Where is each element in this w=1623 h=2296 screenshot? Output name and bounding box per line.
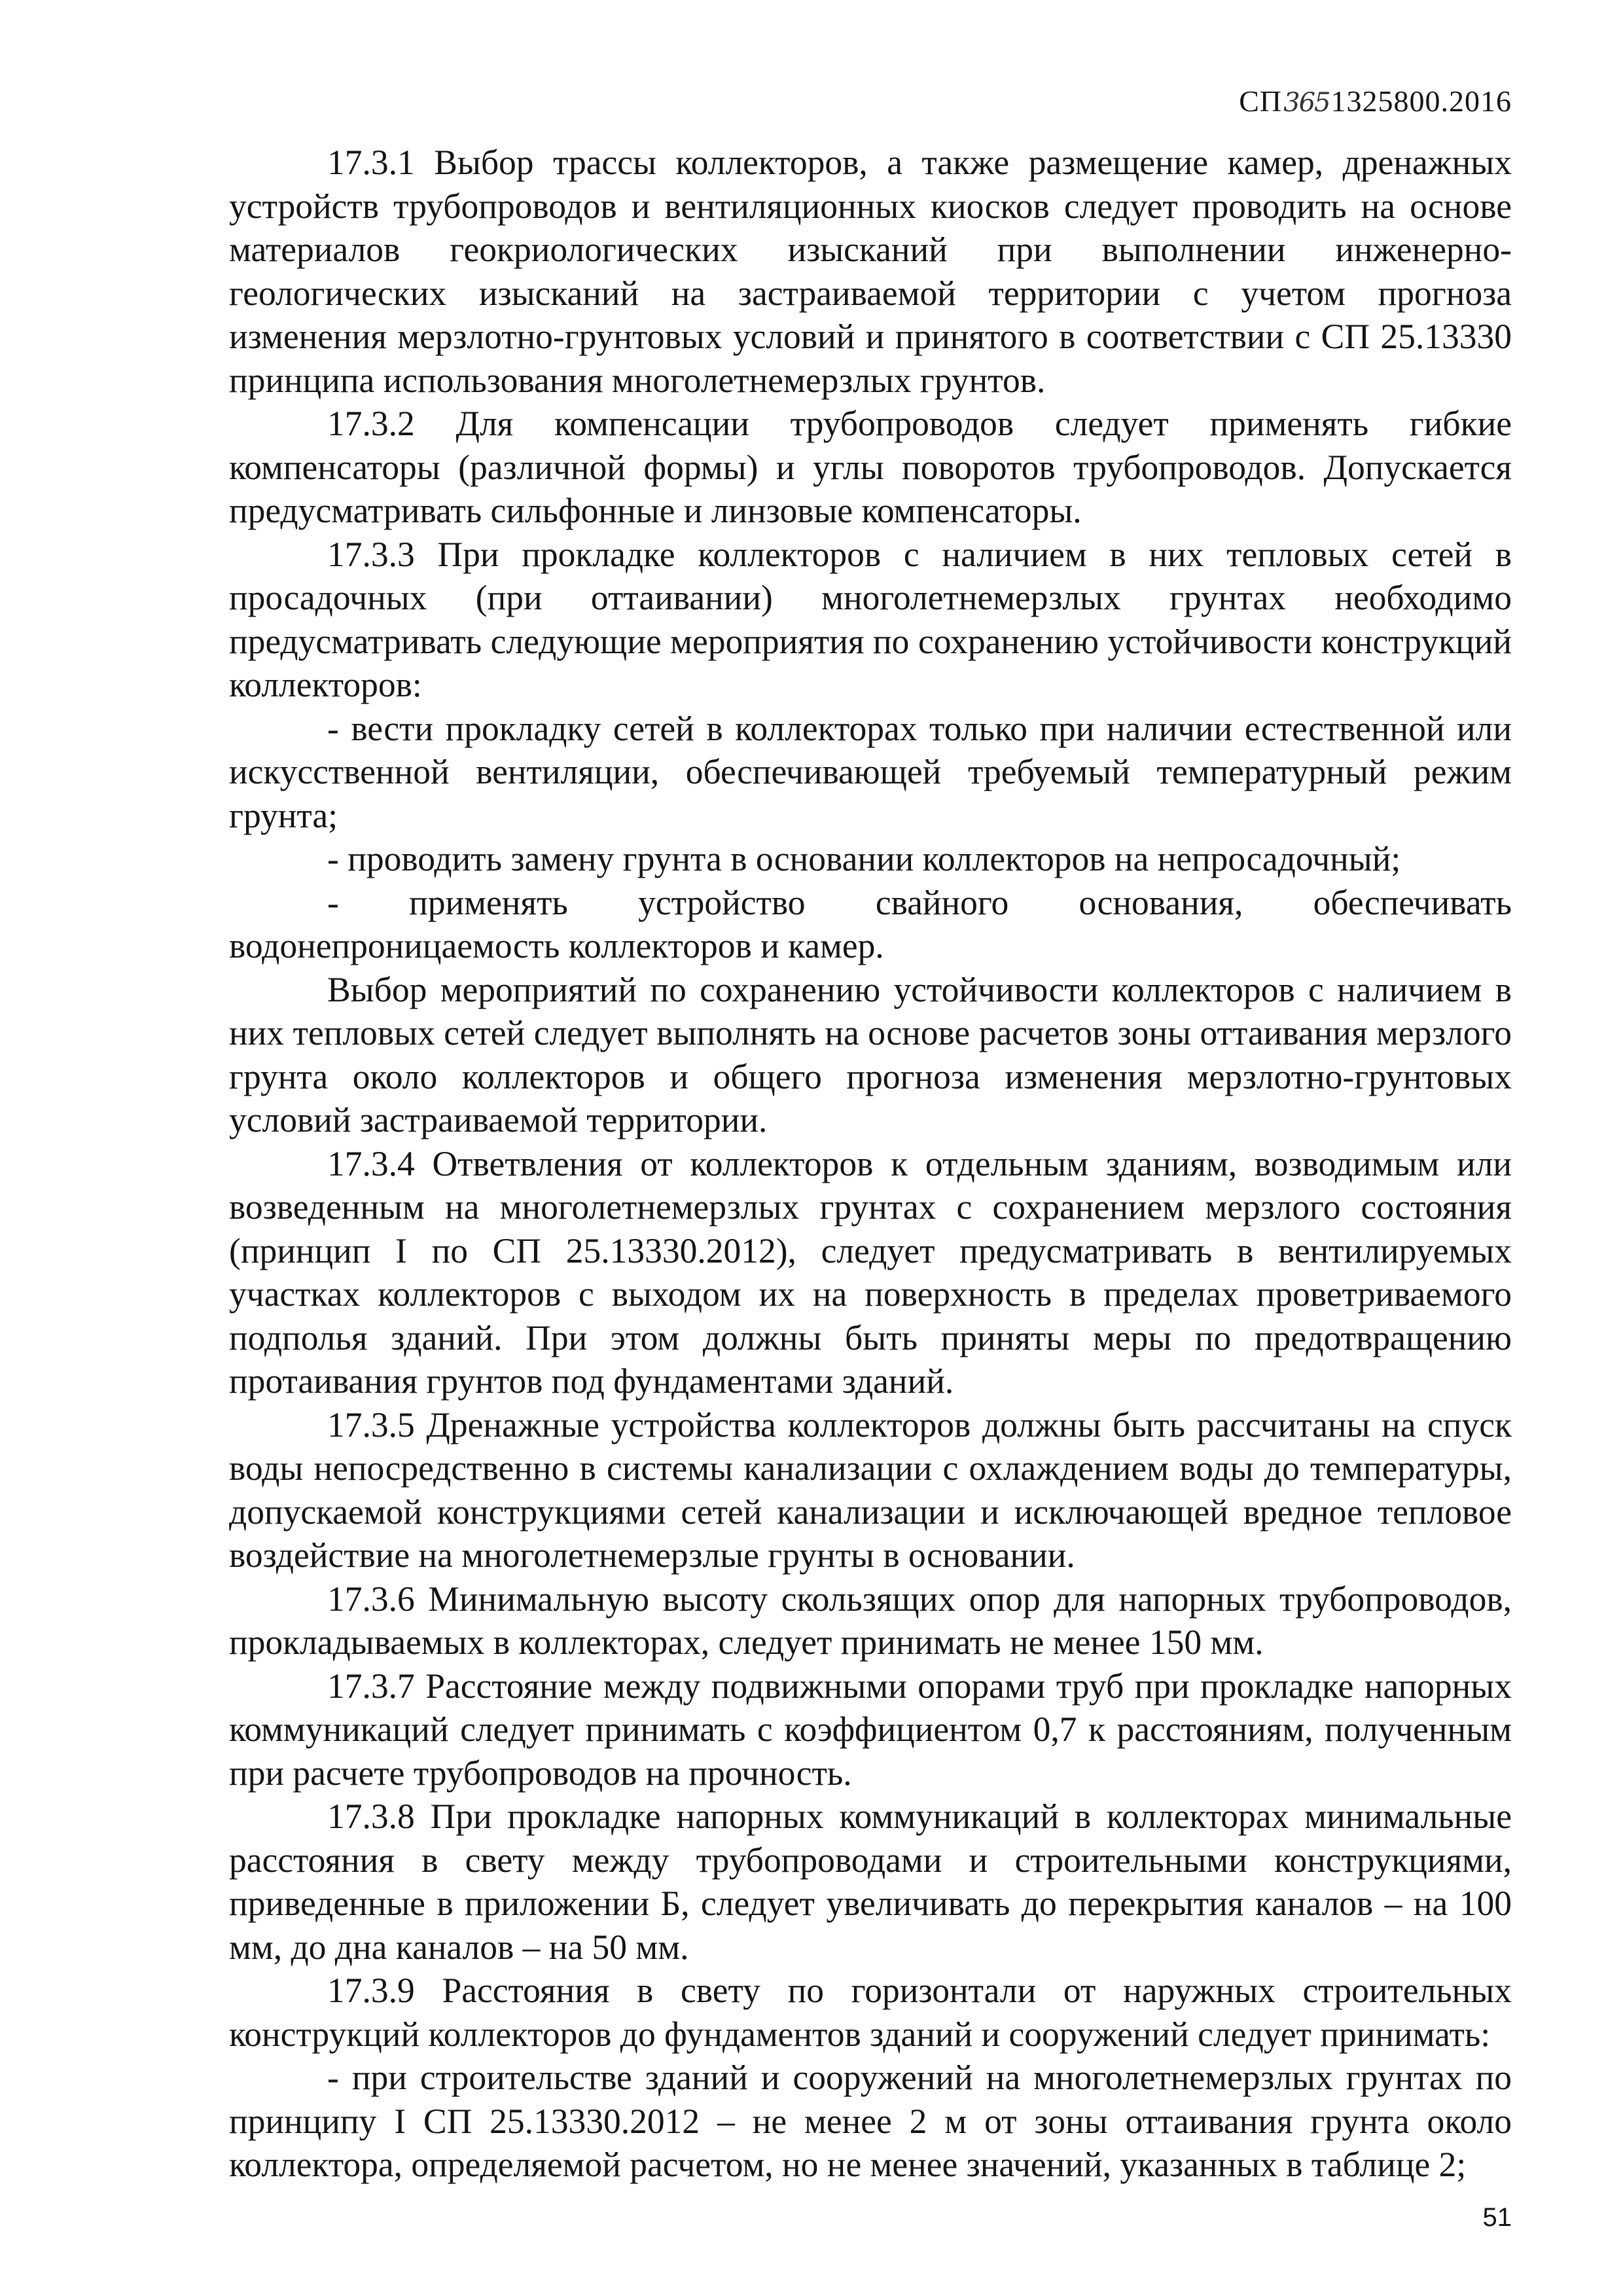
paragraph-17-3-4: 17.3.4 Ответвления от коллекторов к отдельным зданиям, возводимым или возведенным на многолетнемерзлых грунтах с сохранением мерзлого состояния (принцип I по СП 25.13330.2012), следует предусматривать в вентилируемых участках коллекторов с выходом их на поверхность в пределах проветриваемого подполья зданий. При этом должны быть приняты меры по предотвращению протаивания грунтов под фундаментами зданий. bbox=[229, 1143, 1512, 1401]
list-item-soil-replacement: - проводить замену грунта в основании коллекторов на непросадочный; bbox=[327, 839, 1401, 878]
handwritten-number: 365 bbox=[1283, 88, 1330, 118]
paragraph-17-3-1: 17.3.1 Выбор трассы коллекторов, а также размещение камер, дренажных устройств трубопроводов и вентиляционных киосков следует проводить на основе материалов геокриологических изысканий при выполнении инженерно-геологических изысканий на застраиваемой территории с учетом прогноза изменения мерзлотно-грунтовых условий и принятого в соответствии с СП 25.13330 принципа использования многолетнемерзлых грунтов. bbox=[229, 143, 1512, 400]
list-item-ventilation: - вести прокладку сетей в коллекторах только при наличии естественной или искусственной вентиляции, обеспечивающей требуемый температурный режим грунта; bbox=[229, 708, 1512, 835]
page-number: 51 bbox=[1482, 2203, 1512, 2232]
list-item-principle-1: - при строительстве зданий и сооружений на многолетнемерзлых грунтах по принципу I СП 25.13330.2012 – не менее 2 м от зоны оттаивания грунта около коллектора, определяемой расчетом, но не менее значений, указанных в таблице 2; bbox=[229, 2058, 1512, 2184]
document-code-prefix: СП bbox=[1239, 84, 1283, 118]
paragraph-17-3-9: 17.3.9 Расстояния в свету по горизонтали от наружных строительных конструкций коллекторов до фундаментов зданий и сооружений следует принимать: bbox=[229, 1971, 1512, 2054]
paragraph-measures-selection: Выбор мероприятий по сохранению устойчивости коллекторов с наличием в них тепловых сетей следует выполнять на основе расчетов зоны оттаивания мерзлого грунта около коллекторов и общего прогноза изменения мерзлотно-грунтовых условий застраиваемой территории. bbox=[229, 969, 1512, 1139]
paragraph-17-3-3: 17.3.3 При прокладке коллекторов с наличием в них тепловых сетей в просадочных (при оттаивании) многолетнемерзлых грунтах необходимо предусматривать следующие мероприятия по сохранению устойчивости конструкций коллекторов: bbox=[229, 534, 1512, 704]
paragraph-17-3-7: 17.3.7 Расстояние между подвижными опорами труб при прокладке напорных коммуникаций следует принимать с коэффициентом 0,7 к расстояниям, полученным при расчете трубопроводов на прочность. bbox=[229, 1666, 1512, 1793]
list-item-pile-foundation: - применять устройство свайного основания, обеспечивать водонепроницаемость коллекторов и камер. bbox=[229, 882, 1512, 965]
document-body bbox=[229, 141, 1512, 2187]
paragraph-17-3-8: 17.3.8 При прокладке напорных коммуникаций в коллекторах минимальные расстояния в свету между трубопроводами и строительными конструкциями, приведенные в приложении Б, следует увеличивать до перекрытия каналов – на 100 мм, до дна каналов – на 50 мм. bbox=[229, 1797, 1512, 1967]
paragraph-17-3-2: 17.3.2 Для компенсации трубопроводов следует применять гибкие компенсаторы (различной формы) и углы поворотов трубопроводов. Допускается предусматривать сильфонные и линзовые компенсаторы. bbox=[229, 404, 1512, 530]
document-code bbox=[1239, 86, 1512, 117]
document-code-suffix: 1325800.2016 bbox=[1330, 84, 1512, 118]
paragraph-17-3-6: 17.3.6 Минимальную высоту скользящих опор для напорных трубопроводов, прокладываемых в коллекторах, следует принимать не менее 150 мм. bbox=[229, 1579, 1512, 1662]
paragraph-17-3-5: 17.3.5 Дренажные устройства коллекторов должны быть рассчитаны на спуск воды непосредственно в системы канализации с охлаждением воды до температуры, допускаемой конструкциями сетей канализации и исключающей вредное тепловое воздействие на многолетнемерзлые грунты в основании. bbox=[229, 1405, 1512, 1575]
